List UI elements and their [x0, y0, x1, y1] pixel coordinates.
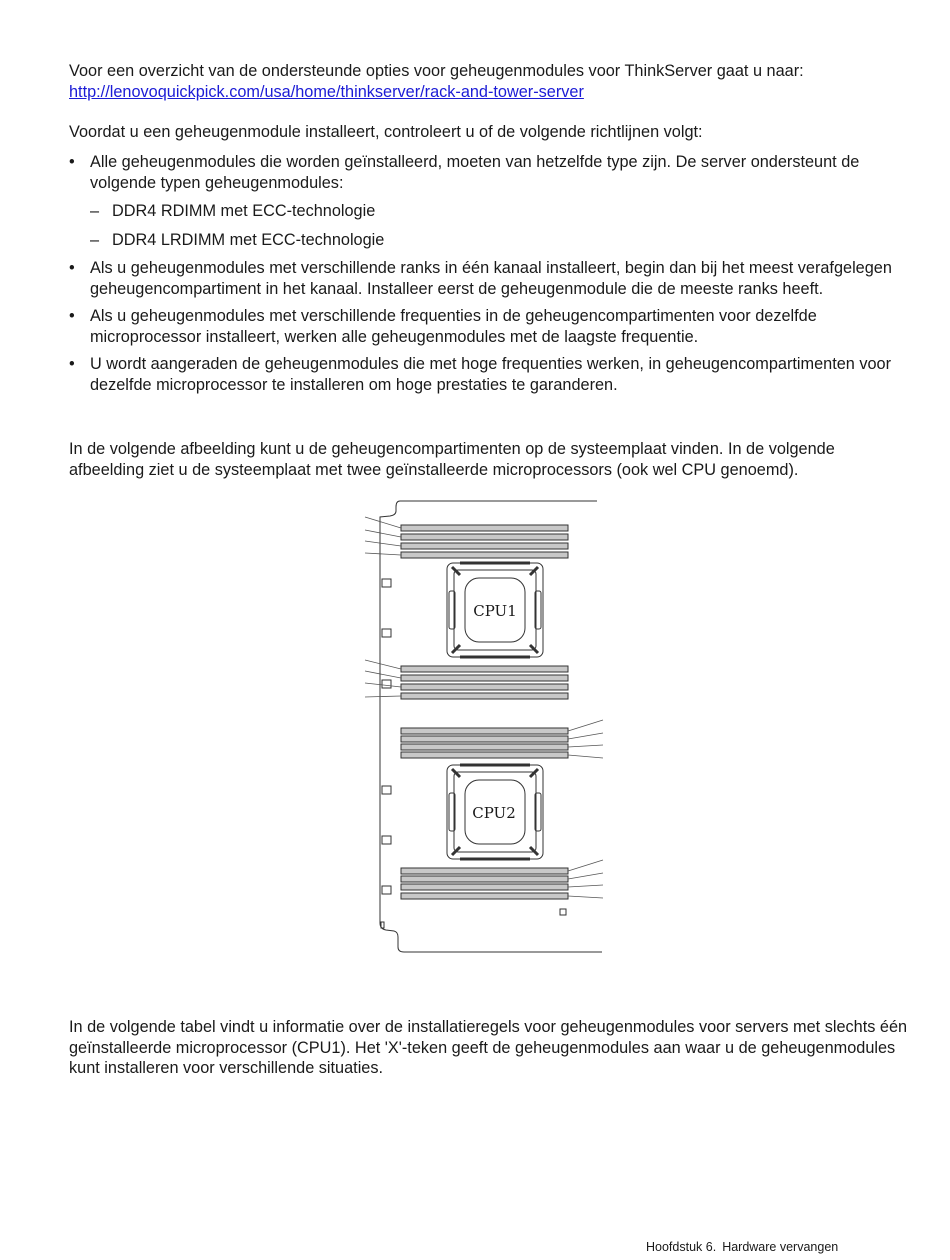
system-board-figure [360, 495, 610, 960]
connector-marker [382, 680, 391, 688]
intro-text: Voor een overzicht van de ondersteunde opties voor geheugenmodules voor ThinkServer gaat u naar: [69, 62, 804, 80]
dimm-group-2 [401, 666, 568, 699]
callout-lines-4 [568, 860, 603, 898]
connector-marker [382, 786, 391, 794]
callout-lines-1 [365, 517, 401, 555]
connector-marker [381, 922, 384, 928]
dimm-group-3 [401, 728, 568, 758]
cpu1-label: CPU1 [473, 602, 517, 620]
page-footer [646, 1240, 838, 1254]
connector-marker [382, 836, 391, 844]
footer-title: Hardware vervangen [722, 1240, 839, 1254]
table-intro: In de volgende tabel vindt u informatie over de installatieregels voor geheugenmodules voor servers met slechts één geïnstalleerde microprocessor (CPU1). Het 'X'-teken geeft de geheugenmodules aan waar u de geheugenmodules kunt installeren voor verschillende situaties. [69, 1018, 908, 1077]
guideline-item [69, 152, 909, 250]
connector-marker [382, 579, 391, 587]
guidelines-list [69, 152, 909, 402]
footer-chapter: Hoofdstuk 6. [646, 1240, 717, 1254]
module-type-item: – DDR4 RDIMM met ECC-technologie [90, 201, 909, 222]
guideline-item: • Als u geheugenmodules met verschillende ranks in één kanaal installeert, begin dan bij het meest verafgelegen geheugencompartiment in het kanaal. Installeer eerst de geheugenmodule die de meeste ranks heeft. [69, 258, 909, 299]
thinkserver-link[interactable]: http://lenovoquickpick.com/usa/home/thinkserver/rack-and-tower-server [69, 82, 584, 101]
cpu2-label: CPU2 [472, 804, 516, 822]
connector-marker [560, 909, 566, 915]
connector-marker [382, 629, 391, 637]
dimm-group-4 [401, 868, 568, 899]
callout-lines-2 [365, 660, 401, 697]
connector-marker [382, 886, 391, 894]
guideline-item: • U wordt aangeraden de geheugenmodules die met hoge frequenties werken, in geheugencompartimenten voor dezelfde microprocessor te installeren om hoge prestaties te garanderen. [69, 354, 909, 395]
guidelines-intro: Voordat u een geheugenmodule installeert, controleert u of de volgende richtlijnen volgt: [69, 123, 703, 141]
callout-lines-3 [568, 720, 603, 758]
module-types-list [90, 201, 909, 250]
guideline-item: • Als u geheugenmodules met verschillende frequenties in de geheugencompartimenten voor dezelfde microprocessor installeert, werken alle geheugenmodules met de laagste frequentie. [69, 306, 909, 347]
guideline-text: Alle geheugenmodules die worden geïnstalleerd, moeten van hetzelfde type zijn. De server ondersteunt de volgende typen geheugenmodules: [90, 153, 860, 192]
figure-intro: In de volgende afbeelding kunt u de geheugencompartimenten op de systeemplaat vinden. In de volgende afbeelding ziet u de systeemplaat met twee geïnstalleerde microprocessors (ook wel CPU genoemd). [69, 440, 835, 479]
dimm-group-1 [401, 525, 568, 558]
module-type-item: – DDR4 LRDIMM met ECC-technologie [90, 230, 909, 251]
intro-paragraph [69, 61, 909, 102]
system-board-diagram [360, 495, 610, 960]
